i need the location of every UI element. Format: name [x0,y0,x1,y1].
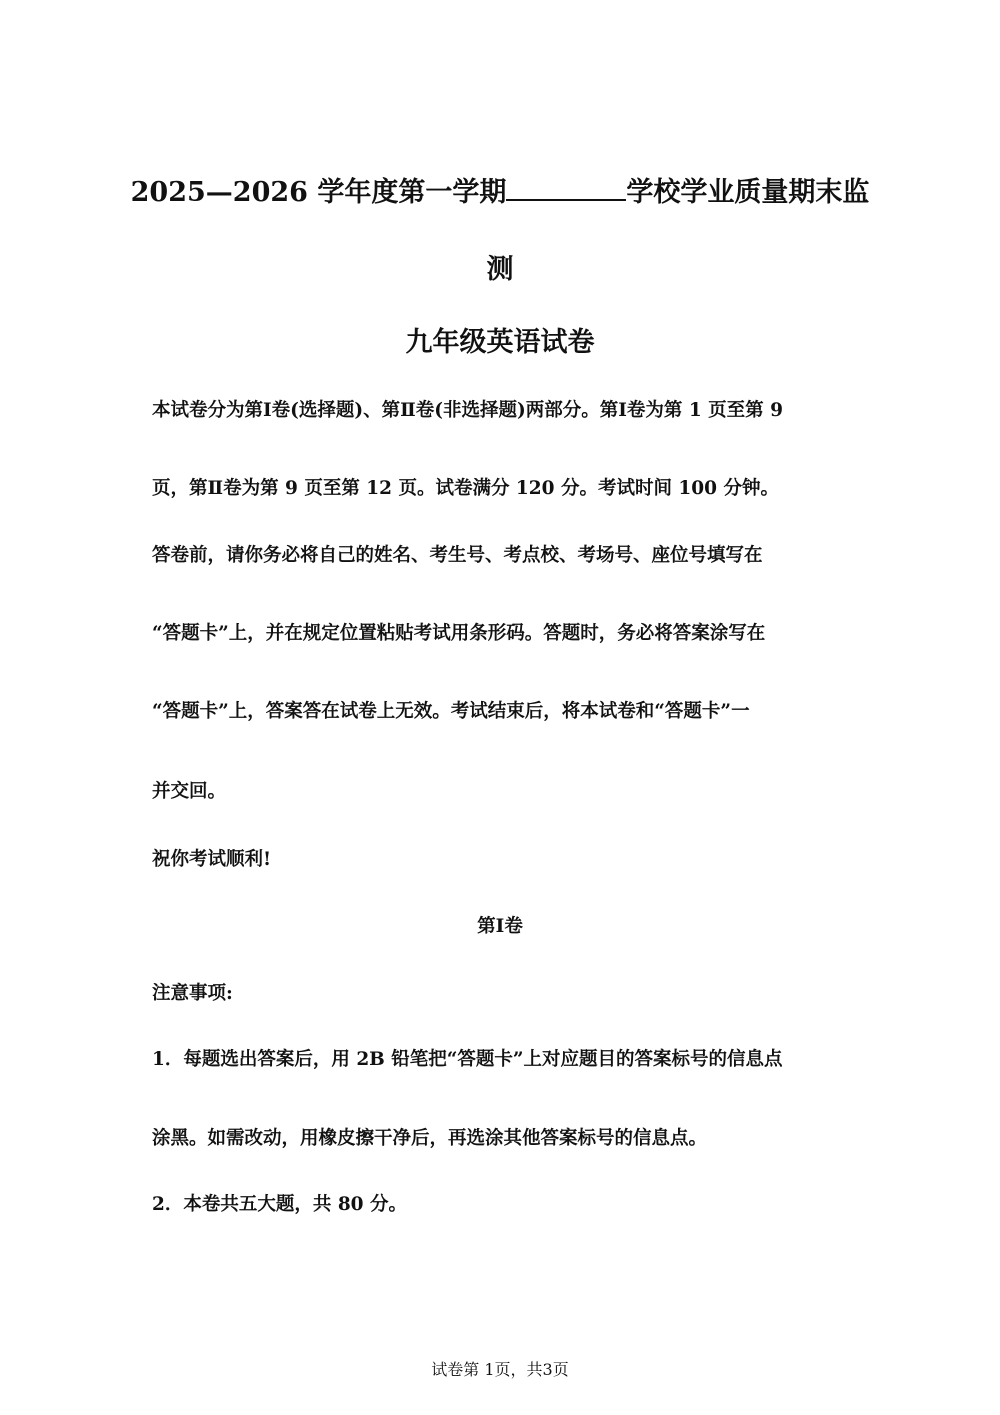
intro-line-4: “答题卡”上，并在规定位置粘贴考试用条形码。答题时，务必将答案涂写在 [152,623,766,644]
exam-title-part2: 学校学业质量期末监 [626,177,870,208]
note-1-line-2: 涂黑。如需改动，用橡皮擦干净后，再选涂其他答案标号的信息点。 [152,1128,708,1149]
intro-line-2: 页，第Ⅱ卷为第 9 页至第 12 页。试卷满分 120 分。考试时间 100 分钟。 [152,478,779,499]
exam-subtitle: 九年级英语试卷 [405,327,595,358]
exam-title-part1: 2025—2026 学年度第一学期 [130,177,507,208]
section-heading: 第Ⅰ卷 [477,916,523,937]
exam-title-line1 [0,170,1000,209]
note-2: 2．本卷共五大题，共 80 分。 [152,1194,407,1215]
page-footer: 试卷第 1页，共3页 [431,1360,569,1379]
intro-line-5: “答题卡”上，答案答在试卷上无效。考试结束后，将本试卷和“答题卡”一 [152,701,750,722]
notes-label: 注意事项: [152,983,233,1004]
intro-line-3: 答卷前，请你务必将自己的姓名、考生号、考点校、考场号、座位号填写在 [152,545,763,566]
good-luck-text: 祝你考试顺利! [152,849,272,870]
intro-line-6: 并交回。 [152,781,227,802]
note-1-line-1: 1．每题选出答案后，用 2B 铅笔把“答题卡”上对应题目的答案标号的信息点 [152,1049,783,1070]
intro-line-1: 本试卷分为第Ⅰ卷(选择题)、第Ⅱ卷(非选择题)两部分。第Ⅰ卷为第 1 页至第 9 [152,400,783,421]
exam-title-line2: 测 [486,254,514,285]
school-name-blank [506,177,626,201]
